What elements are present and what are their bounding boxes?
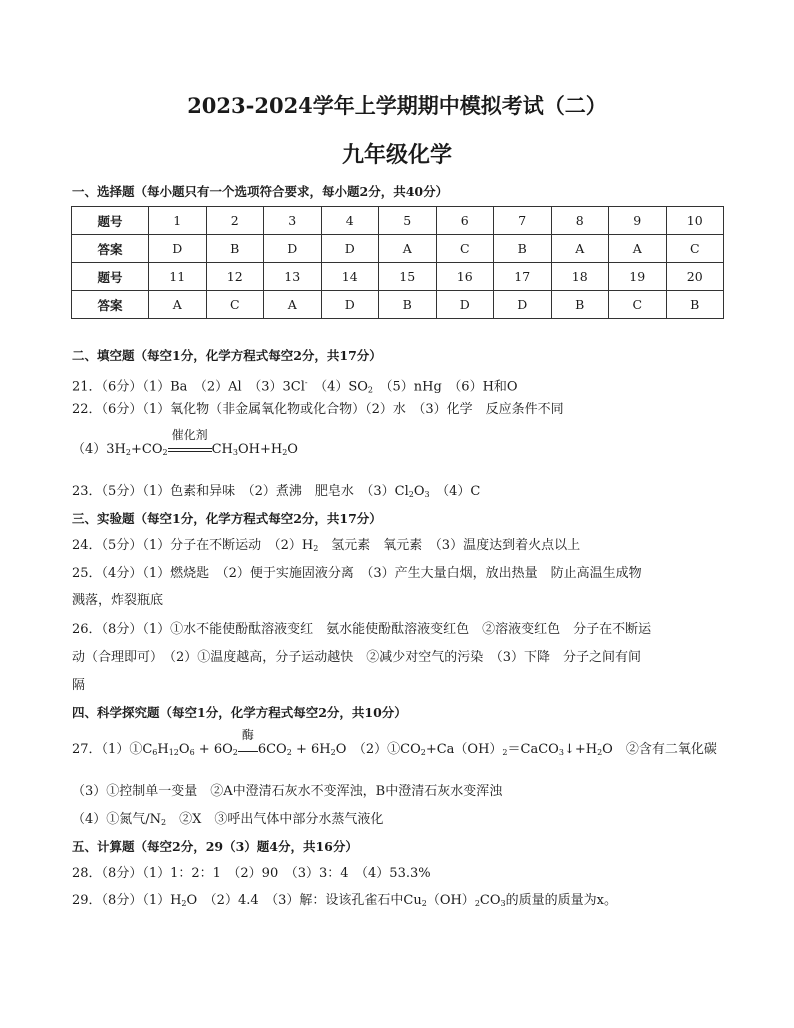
table-cell: D bbox=[494, 291, 552, 319]
table-cell: 20 bbox=[666, 263, 724, 291]
table-row bbox=[72, 263, 724, 291]
answer-q27-line3: （4）①氮气$/N_2$ ②X ③呼出气体中部分水蒸气液化 bbox=[72, 812, 384, 827]
table-cell: 8 bbox=[551, 207, 609, 235]
answer-q26-line1: 26．（8分）（1）①水不能使酚酞溶液变红 氨水能使酚酞溶液变红色 ②溶液变红色 分子在不断运 bbox=[72, 622, 652, 637]
table-cell: A bbox=[551, 235, 609, 263]
table-cell: A bbox=[379, 235, 437, 263]
table-cell: 4 bbox=[321, 207, 379, 235]
table-cell: 9 bbox=[609, 207, 667, 235]
table-cell: C bbox=[206, 291, 264, 319]
table-cell: 2 bbox=[206, 207, 264, 235]
table-row bbox=[72, 291, 724, 319]
table-cell: B bbox=[551, 291, 609, 319]
table-row-header: 答案 bbox=[72, 235, 149, 263]
table-cell: D bbox=[321, 235, 379, 263]
table-cell: D bbox=[436, 291, 494, 319]
table-cell: 1 bbox=[149, 207, 207, 235]
section-heading-calculation: 五、计算题（每空2分，29（3）题4分，共16分） bbox=[72, 839, 358, 854]
table-cell: 14 bbox=[321, 263, 379, 291]
table-cell: C bbox=[609, 291, 667, 319]
answer-q27-line2: （3）①控制单一变量 ②A中澄清石灰水不变浑浊，B中澄清石灰水变浑浊 bbox=[72, 784, 503, 799]
table-row bbox=[72, 207, 724, 235]
table-cell: 7 bbox=[494, 207, 552, 235]
table-cell: 11 bbox=[149, 263, 207, 291]
page-subtitle: 九年级化学 bbox=[341, 142, 452, 168]
table-cell: 17 bbox=[494, 263, 552, 291]
section-heading-experiment: 三、实验题（每空1分，化学方程式每空2分，共17分） bbox=[72, 511, 382, 526]
table-cell: B bbox=[206, 235, 264, 263]
table-cell: A bbox=[609, 235, 667, 263]
table-cell: 12 bbox=[206, 263, 264, 291]
table-cell: 6 bbox=[436, 207, 494, 235]
answer-q23: 23．（5分）（1）色素和异味 （2）煮沸 肥皂水 $(3)Cl_2O_3$ （4）C bbox=[72, 484, 481, 499]
answer-q22-line2: $(4)3H_2+CO_2$ 催化剂 $CH_3OH+H_2O$ bbox=[72, 428, 298, 457]
table-cell: 15 bbox=[379, 263, 437, 291]
answer-q29: 29．（8分）$(1)H_2O$ （2）4.4 （3）解：设该孔雀石中$Cu_2(OH)_2CO_3$的质量的质量为x。 bbox=[72, 893, 617, 908]
enzyme-equals-sign: 酶 bbox=[238, 741, 258, 759]
section-heading-choice: 一、选择题（每小题只有一个选项符合要求，每小题2分，共40分） bbox=[72, 184, 449, 199]
table-cell: 10 bbox=[666, 207, 724, 235]
table-cell: B bbox=[666, 291, 724, 319]
answer-q22-line1: 22．（6分）（1）氧化物（非金属氧化物或化合物）（2）水 （3）化学 反应条件不同 bbox=[72, 402, 564, 417]
table-cell: 3 bbox=[264, 207, 322, 235]
answer-table bbox=[71, 206, 724, 319]
table-row bbox=[72, 235, 724, 263]
answer-q25-line2: 溅落，炸裂瓶底 bbox=[72, 593, 164, 608]
table-row-header: 答案 bbox=[72, 291, 149, 319]
answer-q27-line1: 27．$(1)①C_6H_{12}O_6 + 6O_2$ 酶 $6CO_2 + 6H_2O$ $(2)①CO_2+Ca(OH)_2=CaCO_3↓+H_2O$ ②含有二氧化碳 bbox=[72, 728, 717, 757]
table-cell: A bbox=[264, 291, 322, 319]
table-cell: 5 bbox=[379, 207, 437, 235]
table-cell: B bbox=[494, 235, 552, 263]
section-heading-inquiry: 四、科学探究题（每空1分，化学方程式每空2分，共10分） bbox=[72, 705, 407, 720]
table-cell: B bbox=[379, 291, 437, 319]
table-cell: 18 bbox=[551, 263, 609, 291]
answer-q26-line3: 隔 bbox=[72, 678, 86, 693]
table-cell: D bbox=[321, 291, 379, 319]
table-row-header: 题号 bbox=[72, 207, 149, 235]
answer-q21: 21．（6分）（1）Ba （2）Al （3）3Cl- $(4)SO_2$ （5）nHg （6）H和O bbox=[72, 378, 518, 395]
table-cell: 19 bbox=[609, 263, 667, 291]
table-cell: 13 bbox=[264, 263, 322, 291]
answer-q24: 24．（5分）（1）分子在不断运动 $(2)H_2$ 氢元素 氧元素 （3）温度达到着火点以上 bbox=[72, 538, 581, 553]
table-cell: C bbox=[666, 235, 724, 263]
table-cell: D bbox=[149, 235, 207, 263]
page-title: 2023-2024学年上学期期中模拟考试（二） bbox=[187, 93, 607, 118]
catalyst-equals-sign: 催化剂 bbox=[168, 441, 212, 459]
section-heading-fill: 二、填空题（每空1分，化学方程式每空2分，共17分） bbox=[72, 348, 382, 363]
answer-q25-line1: 25．（4分）（1）燃烧匙 （2）便于实施固液分离 （3）产生大量白烟，放出热量 防止高温生成物 bbox=[72, 566, 642, 581]
table-cell: C bbox=[436, 235, 494, 263]
table-row-header: 题号 bbox=[72, 263, 149, 291]
answer-q26-line2: 动（合理即可） （2）①温度越高，分子运动越快 ②减少对空气的污染 （3）下降 分子之间有间 bbox=[72, 650, 642, 665]
table-cell: D bbox=[264, 235, 322, 263]
table-cell: 16 bbox=[436, 263, 494, 291]
answer-q28: 28．（8分）（1）1：2：1 （2）90 （3）3：4 （4）53.3% bbox=[72, 866, 431, 881]
table-cell: A bbox=[149, 291, 207, 319]
